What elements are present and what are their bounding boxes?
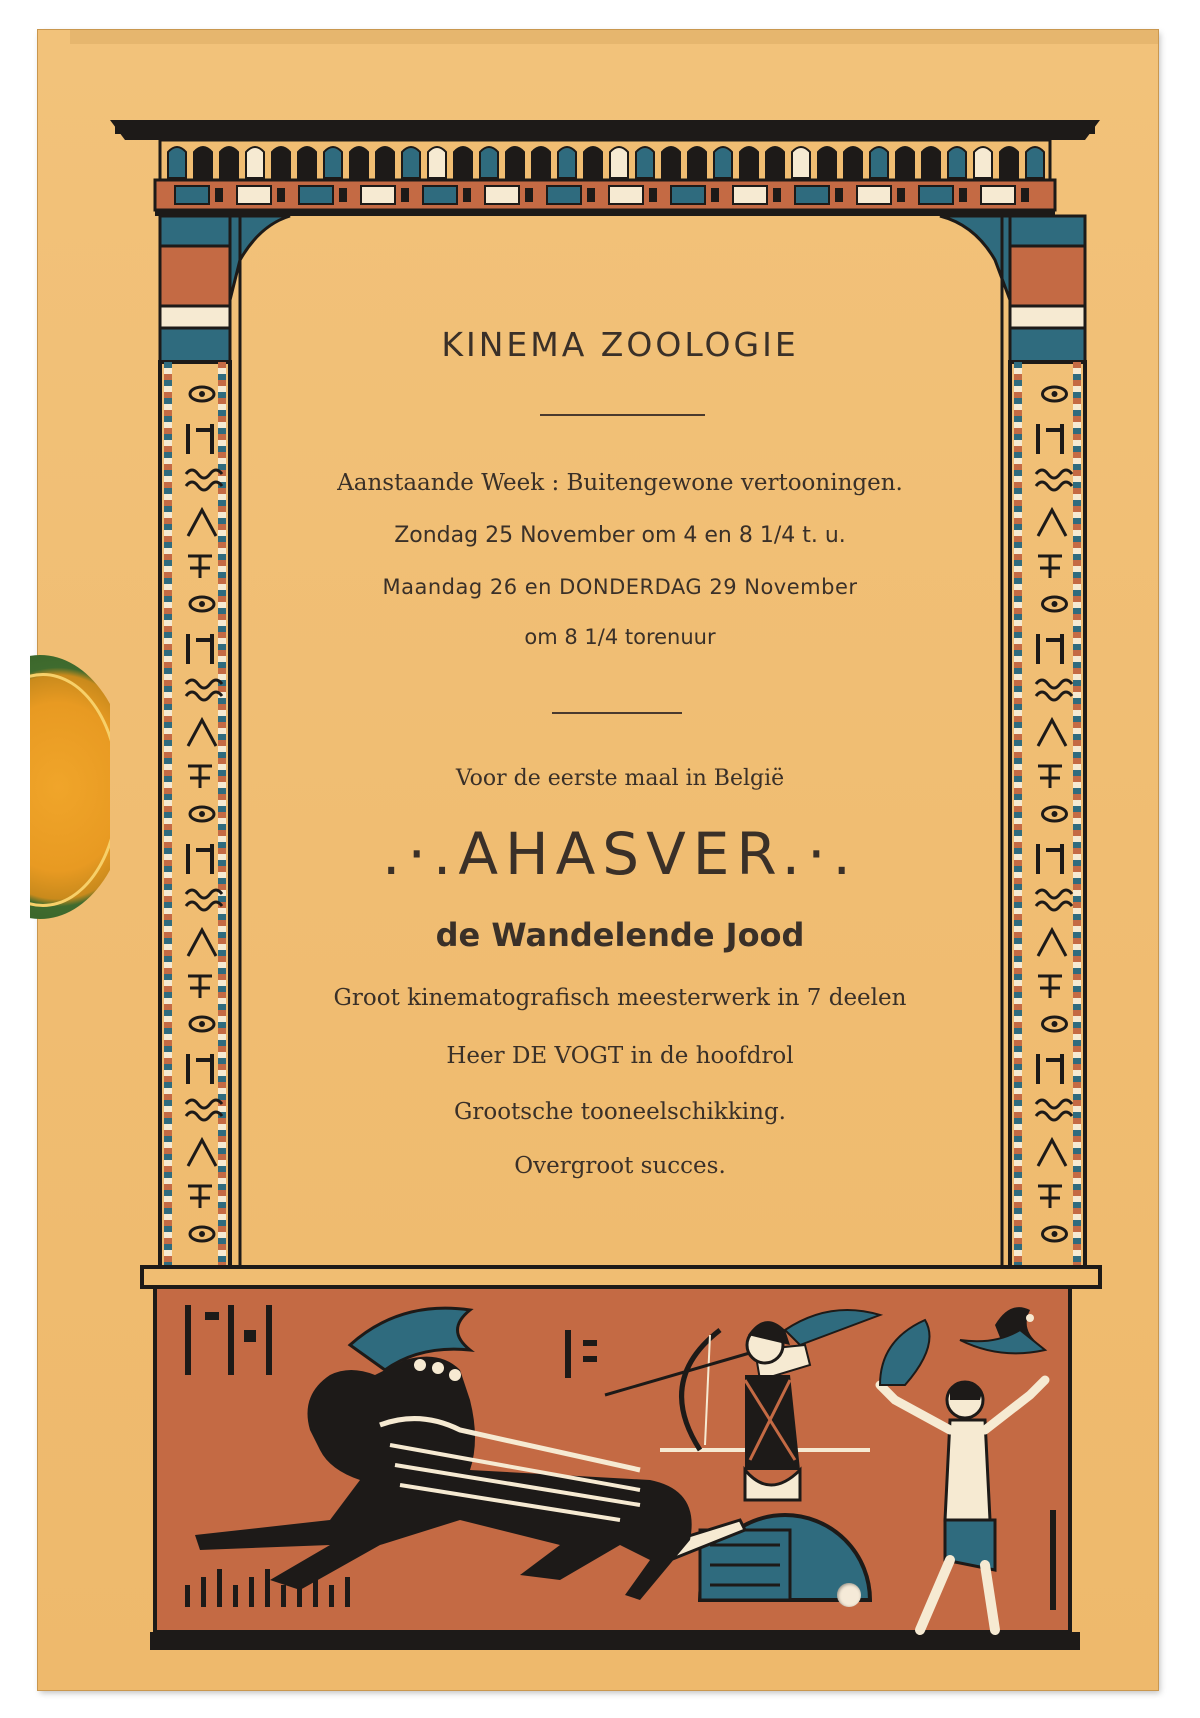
feature-description: Groot kinematografisch meesterwerk in 7 deelen: [333, 985, 907, 1011]
feature-lead: Heer DE VOGT in de hoofdrol: [446, 1043, 794, 1069]
feature-success: Overgroot succes.: [514, 1153, 726, 1179]
punch-hole: [837, 1583, 861, 1607]
feature-title: .·.AHASVER.·.: [382, 820, 858, 888]
divider: [552, 712, 682, 714]
announcement-week: Aanstaande Week : Buitengewone vertooningen.: [337, 470, 903, 496]
feature-staging: Grootsche tooneelschikking.: [454, 1099, 786, 1125]
cornice: [110, 120, 1100, 216]
feature-intro: Voor de eerste maal in België: [455, 766, 785, 791]
feature-subtitle: de Wandelende Jood: [435, 916, 805, 954]
page-title: KINEMA ZOOLOGIE: [441, 325, 799, 364]
divider: [540, 414, 705, 416]
announcement-hour: om 8 1/4 torenuur: [524, 625, 716, 649]
announcement-sunday: Zondag 25 November om 4 en 8 1/4 t. u.: [394, 523, 846, 548]
announcement-monday: Maandag 26 en DONDERDAG 29 November: [382, 575, 858, 599]
frieze: [150, 1287, 1080, 1650]
ledge: [142, 1267, 1100, 1287]
